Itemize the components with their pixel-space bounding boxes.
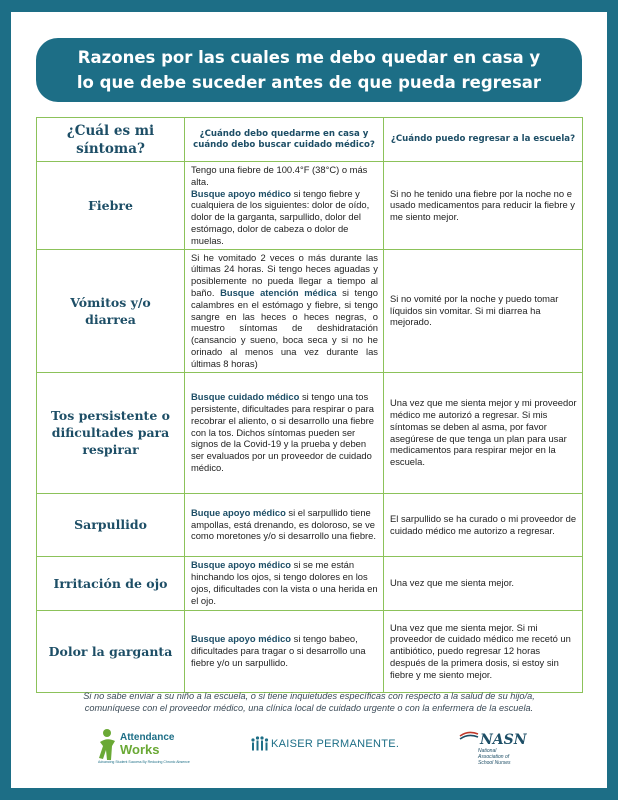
table-row [37, 162, 583, 250]
table-row [37, 372, 583, 493]
nasn-name [478, 748, 511, 766]
nasn-line-3: School Nurses [478, 760, 511, 766]
vomiting-care-label: Busque atención médica [220, 286, 337, 298]
stay-home-throat [185, 610, 384, 692]
return-cough: Una vez que me sienta mejor y mi proveedor médico me autorizó a regresar. Si mis síntomas se deben al asma, por favor asegúrese de que tenga un plan para usar medicamentos para respirar mejor en la escuela. [384, 372, 583, 493]
eye-care-text: si se me están hinchando los ojos, si tengo dolores en los ojos, dificultades con la vista o una herida en el ojo. [191, 559, 378, 606]
fever-intro: Tengo una fiebre de 100.4°F (38°C) o más alta. [191, 164, 368, 187]
symptom-throat: Dolor la garganta [37, 610, 185, 692]
nasn-mark-text: NASN [480, 732, 527, 748]
rash-care-text: si el sarpullido tiene ampollas, está drenando, es doloroso, se ve como moretones y/o si desarrollo una fiebre. [191, 506, 376, 542]
throat-care-text: si tengo babeo, dificultades para tragar o si desarrollo una fiebre y/o un sarpullido. [191, 633, 366, 668]
fever-care-text: si tengo fiebre y cualquiera de los siguientes: dolor de oído, dolor de la garganta, sarpullido, dolor del estómago, dolor de cabeza o dolor de muelas. [191, 187, 370, 246]
nasn-logo [458, 728, 527, 776]
table-row [37, 556, 583, 610]
header-symptom: ¿Cuál es mi síntoma? [37, 118, 185, 162]
symptom-rash: Sarpullido [37, 493, 185, 556]
kaiser-figures-icon [250, 734, 270, 752]
table-row [37, 493, 583, 556]
rash-care-label: Buque apoyo médico [191, 506, 286, 518]
footer-note: Si no sabe enviar a su niño a la escuela, o si tiene inquietudes específicas con respecto a la salud de su hijo/a, comuníquese con el proveedor médico, una clínica local de cuidado urgente o con la enfermera de la escuela. [83, 691, 535, 713]
stay-home-eye [185, 556, 384, 610]
return-vomiting: Si no vomité por la noche y puedo tomar líquidos sin vomitar. Si mi diarrea ha mejorado. [384, 249, 583, 372]
nasn-line-1: National [478, 748, 497, 754]
return-eye: Una vez que me sienta mejor. [384, 556, 583, 610]
title-line-2: lo que debe suceder antes de que pueda regresar [76, 73, 542, 92]
stay-home-fever [185, 162, 384, 250]
title-line-1: Razones por las cuales me debo quedar en casa y [77, 48, 541, 67]
attendance-works-line-2: Works [120, 742, 160, 757]
return-fever: Si no he tenido una fiebre por la noche no e usado medicamentos para reducir la fiebre y me siento mejor. [384, 162, 583, 250]
throat-care-label: Busque apoyo médico [191, 633, 292, 645]
stay-home-cough [185, 372, 384, 493]
nasn-line-2: Association of [478, 754, 510, 760]
table-header-row [37, 118, 583, 162]
fever-care-label: Busque apoyo médico [191, 187, 292, 199]
vomiting-care-text: si tengo calambres en el estómago y fiebre, si tengo sangre en las heces o heces negras, o muestro síntomas de deshidratación (cansancio y sueno, boca seca y si no he orinado al menos una vez durante las últimas 8 horas) [191, 286, 378, 369]
eye-care-label: Busque apoyo médico [191, 559, 292, 571]
symptom-table [36, 117, 583, 693]
header-return: ¿Cuándo puedo regresar a la escuela? [384, 118, 583, 162]
symptom-eye: Irritación de ojo [37, 556, 185, 610]
stay-home-vomiting [185, 249, 384, 372]
cough-care-text: si tengo una tos persistente, dificultades para respirar o para recobrar el aliento, o si desarrollo una fiebre con la tos. Dichos síntomas pueden ser signos de la Covid-19 y la prueba y deben ser evaluados por un proveedor de cuidado médico. [191, 391, 374, 474]
return-rash: El sarpullido se ha curado o mi proveedor de cuidado médico me autorizo a regresar. [384, 493, 583, 556]
kaiser-permanente-logo [250, 734, 400, 754]
symptom-vomiting: Vómitos y/o diarrea [37, 249, 185, 372]
attendance-works-figure-icon [98, 728, 118, 762]
nasn-mark-icon [458, 728, 527, 748]
attendance-works-line-1: Attendance [120, 732, 175, 743]
symptom-fever: Fiebre [37, 162, 185, 250]
table-row [37, 610, 583, 692]
cough-care-label: Busque cuidado médico [191, 391, 300, 403]
header-stay-home: ¿Cuándo debo quedarme en casa y cuándo debo buscar cuidado médico? [185, 118, 384, 162]
attendance-works-logo [98, 726, 190, 766]
attendance-works-tagline: Advancing Student Success By Reducing Chronic Absence [98, 760, 190, 764]
table-row [37, 249, 583, 372]
stay-home-rash [185, 493, 384, 556]
symptom-cough: Tos persistente o dificultades para respirar [37, 372, 185, 493]
title-banner [36, 38, 582, 102]
vomiting-intro: Si he vomitado 2 veces o más durante las últimas 24 horas. Si tengo heces aguadas y posiblemente no pueda llegar a tiempo al baño. [191, 251, 378, 298]
kaiser-permanente-text: KAISER PERMANENTE. [271, 738, 400, 750]
return-throat: Una vez que me sienta mejor. Si mi proveedor de cuidado médico me recetó un antibiótico, puedo regresar 12 horas después de la primera dosis, si estoy sin fiebre y me siento mejor. [384, 610, 583, 692]
